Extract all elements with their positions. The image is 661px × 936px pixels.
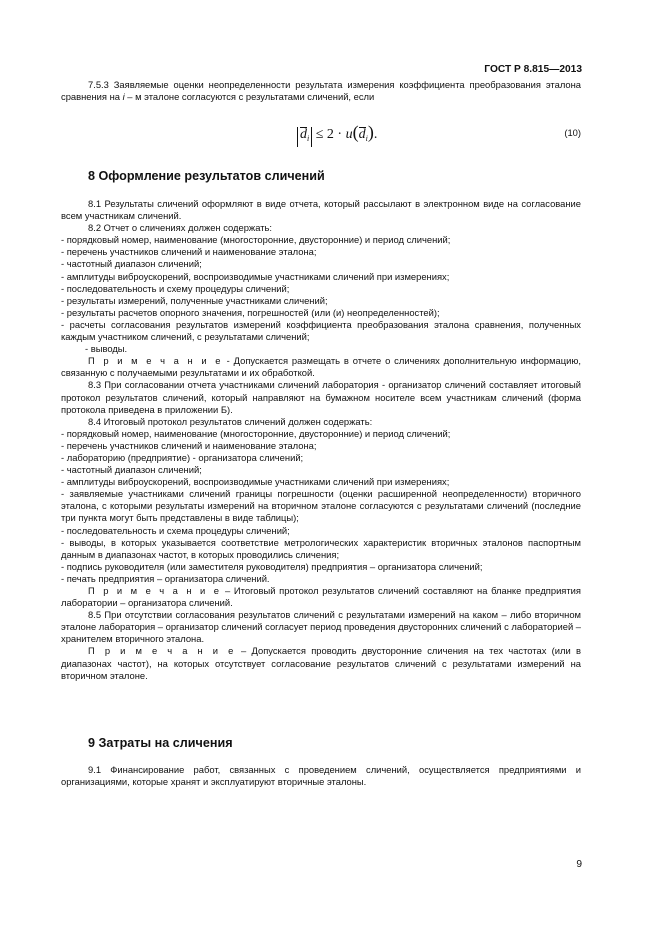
formula-paren-open: ( xyxy=(352,122,359,142)
note-1-label: П р и м е ч а н и е xyxy=(88,355,223,367)
formula-d-bar-2: d xyxy=(358,127,366,142)
list-item: - порядковый номер, наименование (многосторонние, двусторонние) и период сличений; xyxy=(61,427,451,439)
section-8-body xyxy=(61,198,581,682)
list-item: - частотный диапазон сличений; xyxy=(61,258,202,270)
list-item: - результаты расчетов опорного значения, погрешностей (или (и) неопределенностей); xyxy=(61,306,440,318)
formula-sub-i-2: i xyxy=(365,134,368,143)
list-item: - расчеты согласования результатов измерений коэффициента преобразования эталона сравнения, полученных каждым участником сличений, с результатами сличений; xyxy=(61,318,581,343)
clause-7-5-3-text-a: 7.5.3 Заявляемые оценки неопределенности результата измерения коэффициента преобразования эталона сравнения на xyxy=(61,79,581,103)
list-item: - последовательность и схема процедуры сличений; xyxy=(61,524,290,536)
note-1-text: - Допускается размещать в отчете о сличениях дополнительную информацию, связанную с получаемыми результатами и их обработкой. xyxy=(61,355,581,379)
note-3-label: П р и м е ч а н и е xyxy=(88,645,236,657)
list-item: - перечень участников сличений и наименование эталона; xyxy=(61,439,317,451)
paragraph-8-2: 8.2 Отчет о сличениях должен содержать: xyxy=(88,222,272,234)
formula-u: u xyxy=(345,127,353,142)
formula-le-two: ≤ 2 · xyxy=(312,127,346,142)
formula-expression xyxy=(297,122,377,149)
list-item: - порядковый номер, наименование (многосторонние, двусторонние) и период сличений; xyxy=(61,234,451,246)
note-2 xyxy=(61,585,581,609)
formula-paren-close: ) xyxy=(367,122,374,142)
formula-abs-d xyxy=(297,127,312,147)
paragraph-8-1: 8.1 Результаты сличений оформляют в виде отчета, который рассылают в электронном виде на согласование всем участникам сличений. xyxy=(61,198,581,222)
formula-d-bar: d xyxy=(300,127,307,142)
list-item: - заявляемые участниками сличений границы погрешности (оценки расширенной неопределенности) вторичного эталона, с которыми результаты измерений на вторичном эталоне согласуются с результатами сличений (последние три пункта могут быть представлены в виде таблицы); xyxy=(61,488,581,524)
list-item: - печать предприятия – организатора сличений. xyxy=(61,572,270,584)
clause-7-5-3 xyxy=(61,79,581,103)
list-item: - выводы. xyxy=(85,343,128,355)
list-item: - лабораторию (предприятие) - организатора сличений; xyxy=(61,451,304,463)
paragraph-8-3: 8.3 При согласовании отчета участниками сличений лаборатория - организатор сличений составляет итоговый протокол результатов сличений, который направляют на бумажном носителе всем участникам сличений (форма протокола приведена в приложении Б). xyxy=(61,379,581,415)
list-item: - частотный диапазон сличений; xyxy=(61,464,202,476)
paragraph-8-5: 8.5 При отсутствии согласования результатов сличений с результатами измерений на каком – либо вторичном эталоне лаборатория – организатор сличений согласует период проведения двусторонних сличений с лабораторией – хранителем вторичного эталона. xyxy=(61,609,581,645)
paragraph-8-4: 8.4 Итоговый протокол результатов сличений должен содержать: xyxy=(88,415,373,427)
note-1 xyxy=(61,355,581,379)
clause-7-5-3-index-i: i xyxy=(122,91,125,103)
note-3 xyxy=(61,645,581,681)
section-9-heading: 9 Затраты на сличения xyxy=(88,736,233,750)
note-2-label: П р и м е ч а н и е xyxy=(88,585,222,596)
list-item: - последовательность и схему процедуры сличений; xyxy=(61,282,290,294)
list-item: - результаты измерений, полученные участниками сличений; xyxy=(61,294,328,306)
section-8-heading: 8 Оформление результатов сличений xyxy=(88,169,325,183)
list-item: - амплитуды виброускорений, воспроизводимые участниками сличений при измерениях; xyxy=(61,270,450,282)
formula-end: . xyxy=(373,127,378,142)
section-9-body xyxy=(61,764,581,788)
formula-10 xyxy=(61,122,581,146)
formula-sub-i: i xyxy=(307,134,310,143)
standard-header: ГОСТ Р 8.815—2013 xyxy=(484,64,582,75)
formula-number: (10) xyxy=(564,127,581,138)
paragraph-9-1: 9.1 Финансирование работ, связанных с проведением сличений, осуществляется предприятиями и организациями, которые хранят и эксплуатируют вторичные эталоны. xyxy=(61,764,581,788)
note-3-text: – Допускается проводить двусторонние сличения на тех частотах (или в диапазонах частот), на которых отсутствует согласование результатов сличений с результатами измерений на вторичном эталоне. xyxy=(61,645,582,681)
clause-7-5-3-paragraph xyxy=(61,79,581,103)
list-item: - амплитуды виброускорений, воспроизводимые участниками сличений при измерениях; xyxy=(61,476,450,488)
list-item: - перечень участников сличений и наименование эталона; xyxy=(61,246,317,258)
page-number: 9 xyxy=(576,859,582,870)
list-item: - выводы, в которых указывается соответствие метрологических характеристик вторичных эталонов паспортным данным в диапазонах частот, в которых проводились сличения; xyxy=(61,536,581,560)
clause-7-5-3-text-b: – м эталоне согласуются с результатами сличений, если xyxy=(124,91,375,103)
note-2-text: – Итоговый протокол результатов сличений составляют на бланке предприятия лаборатории – организатора сличений. xyxy=(61,585,581,609)
list-item: - подпись руководителя (или заместителя руководителя) предприятия – организатора сличений; xyxy=(61,560,483,572)
